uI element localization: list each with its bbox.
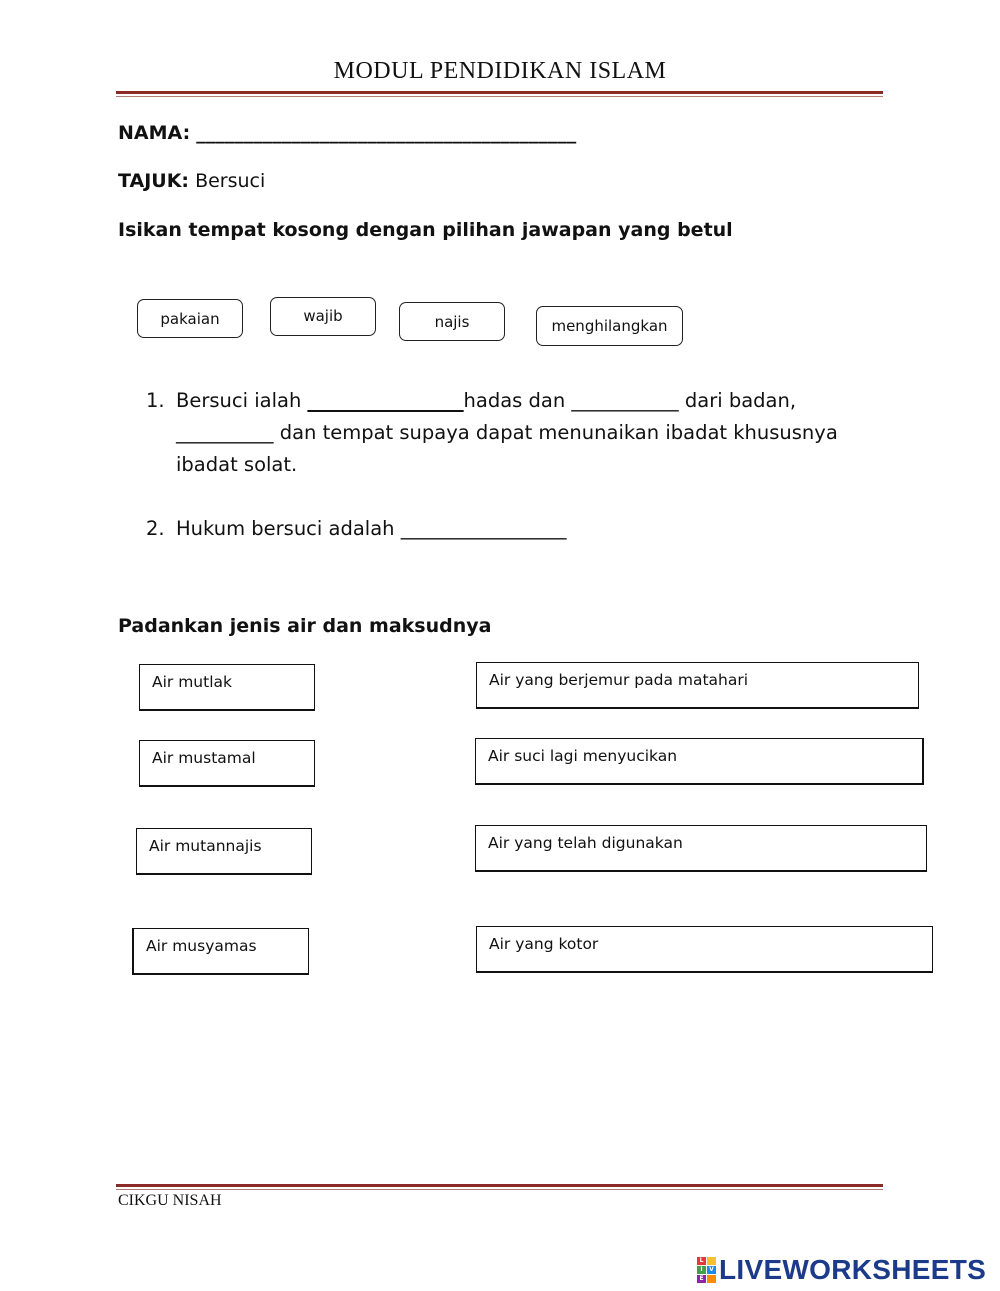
question-text: Hukum bersuci adalah _________________ xyxy=(176,517,567,540)
name-blank[interactable]: ________________________________________ xyxy=(196,122,577,144)
header-rule-thin xyxy=(116,96,883,97)
question-text: hadas dan ___________ dari badan, xyxy=(463,389,797,412)
match-right-item[interactable]: Air suci lagi menyucikan xyxy=(475,738,924,785)
question-text: __________ dan tempat supaya dapat menunaikan ibadat khususnya xyxy=(176,421,838,444)
choice-chip-menghilangkan[interactable]: menghilangkan xyxy=(536,306,683,346)
question-1 xyxy=(146,385,838,481)
footer-author: CIKGU NISAH xyxy=(118,1192,222,1209)
question-number: 1. xyxy=(146,389,165,412)
question-number: 2. xyxy=(146,517,165,540)
match-right-item[interactable]: Air yang kotor xyxy=(476,926,933,973)
choice-chip-pakaian[interactable]: pakaian xyxy=(137,299,243,338)
liveworksheets-brand-text: LIVEWORKSHEETS xyxy=(719,1254,987,1285)
page-title: MODUL PENDIDIKAN ISLAM xyxy=(333,58,667,84)
choice-chip-wajib[interactable]: wajib xyxy=(270,297,376,336)
answer-blank[interactable]: ________________ xyxy=(307,389,464,412)
match-left-item[interactable]: Air musyamas xyxy=(132,928,309,975)
footer-rule-thin xyxy=(116,1189,883,1190)
question-text: Bersuci ialah xyxy=(176,389,308,412)
matching-instruction: Padankan jenis air dan maksudnya xyxy=(118,615,492,637)
question-2 xyxy=(146,513,566,545)
liveworksheets-logo-icon: L I V E xyxy=(697,1257,716,1283)
fill-blank-instruction: Isikan tempat kosong dengan pilihan jawapan yang betul xyxy=(118,219,733,241)
topic-label: TAJUK: xyxy=(118,170,190,192)
topic-value: Bersuci xyxy=(195,170,266,192)
match-left-item[interactable]: Air mustamal xyxy=(139,740,315,787)
match-right-item[interactable]: Air yang berjemur pada matahari xyxy=(476,662,919,709)
match-left-item[interactable]: Air mutlak xyxy=(139,664,315,711)
footer-rule xyxy=(116,1184,883,1187)
match-left-item[interactable]: Air mutannajis xyxy=(136,828,312,875)
question-text: ibadat solat. xyxy=(176,453,298,476)
name-field-row xyxy=(118,122,576,144)
name-label: NAMA: xyxy=(118,122,191,144)
topic-row xyxy=(118,170,265,192)
match-right-item[interactable]: Air yang telah digunakan xyxy=(475,825,927,872)
choice-chip-najis[interactable]: najis xyxy=(399,302,505,341)
header-rule xyxy=(116,91,883,94)
liveworksheets-logo xyxy=(697,1254,986,1286)
